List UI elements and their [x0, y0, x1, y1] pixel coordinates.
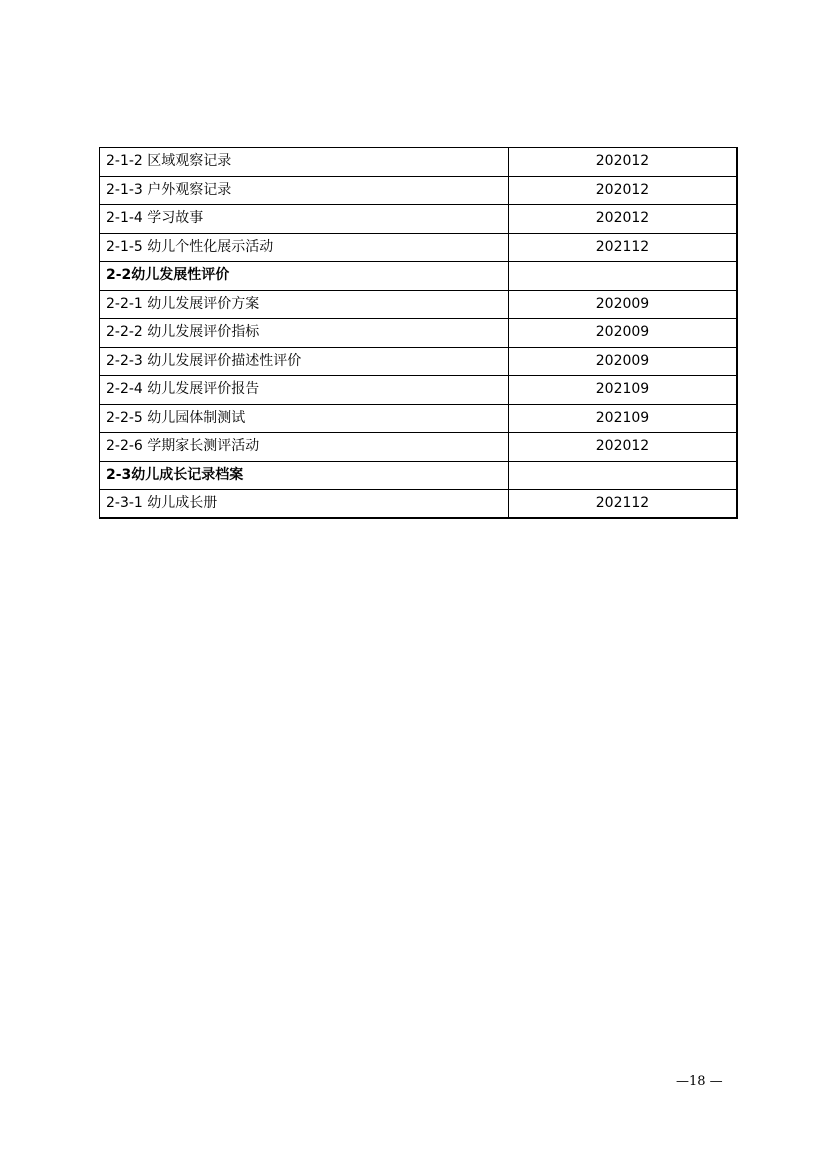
table-row [100, 290, 738, 319]
section-heading-cell: 2-3幼儿成长记录档案 [100, 461, 509, 490]
table-row [100, 490, 738, 519]
date-cell [509, 461, 738, 490]
date-cell: 202012 [509, 176, 738, 205]
item-label-cell: 2-2-3 幼儿发展评价描述性评价 [100, 347, 509, 376]
date-cell: 202109 [509, 404, 738, 433]
item-label-cell: 2-2-5 幼儿园体制测试 [100, 404, 509, 433]
document-table [99, 147, 738, 519]
table-row [100, 205, 738, 234]
date-cell [509, 262, 738, 291]
table-body [100, 148, 738, 519]
section-heading-cell: 2-2幼儿发展性评价 [100, 262, 509, 291]
table-section-row [100, 461, 738, 490]
table-row [100, 176, 738, 205]
item-label-cell: 2-3-1 幼儿成长册 [100, 490, 509, 519]
date-cell: 202012 [509, 433, 738, 462]
date-cell: 202009 [509, 347, 738, 376]
item-label-cell: 2-2-6 学期家长测评活动 [100, 433, 509, 462]
table-row [100, 433, 738, 462]
date-cell: 202012 [509, 205, 738, 234]
table-row [100, 319, 738, 348]
table-row [100, 233, 738, 262]
table-row [100, 376, 738, 405]
date-cell: 202009 [509, 319, 738, 348]
item-label-cell: 2-2-2 幼儿发展评价指标 [100, 319, 509, 348]
table-row [100, 148, 738, 177]
date-cell: 202112 [509, 490, 738, 519]
item-label-cell: 2-2-1 幼儿发展评价方案 [100, 290, 509, 319]
date-cell: 202112 [509, 233, 738, 262]
item-label-cell: 2-2-4 幼儿发展评价报告 [100, 376, 509, 405]
item-label-cell: 2-1-2 区域观察记录 [100, 148, 509, 177]
item-label-cell: 2-1-3 户外观察记录 [100, 176, 509, 205]
item-label-cell: 2-1-4 学习故事 [100, 205, 509, 234]
page-number: —18 — [676, 1074, 723, 1089]
item-label-cell: 2-1-5 幼儿个性化展示活动 [100, 233, 509, 262]
date-cell: 202109 [509, 376, 738, 405]
date-cell: 202012 [509, 148, 738, 177]
table-row [100, 404, 738, 433]
table-section-row [100, 262, 738, 291]
date-cell: 202009 [509, 290, 738, 319]
table-row [100, 347, 738, 376]
